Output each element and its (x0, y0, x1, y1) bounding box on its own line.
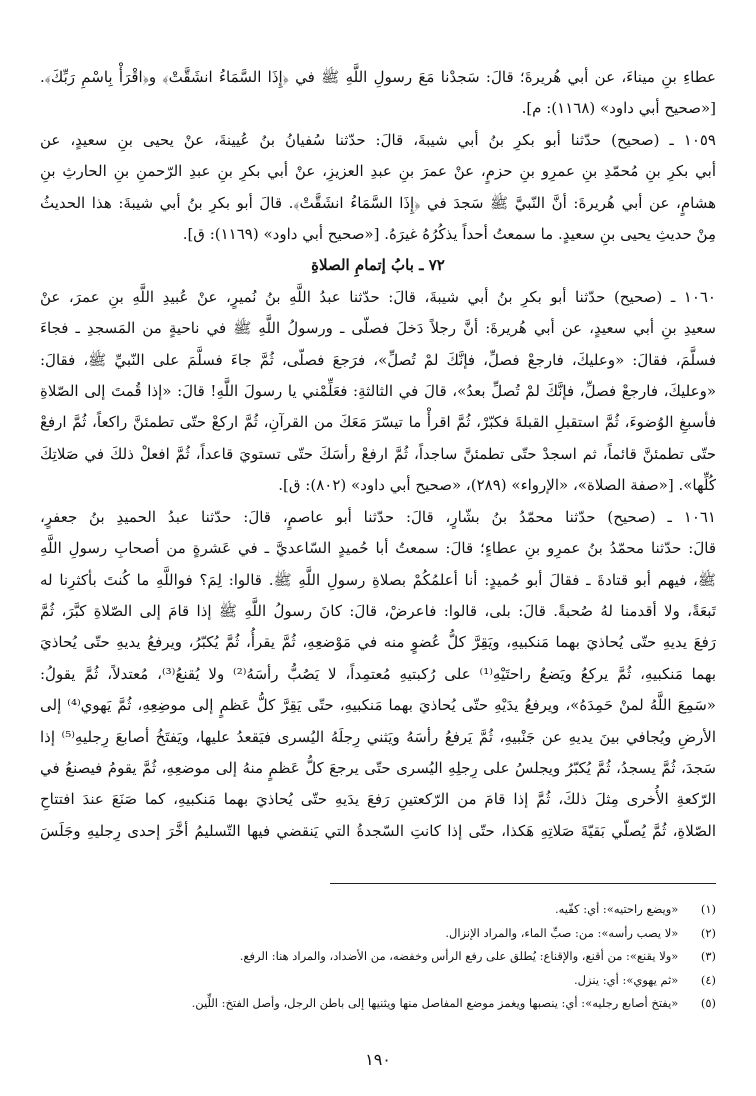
text-line: بهما مَنكبيهِ، ثُمَّ يركعُ ويَضعُ راحتَيْهِ⁽¹⁾ على رُكبتيهِ مُعتمِداً، لا يَصُبُّ رأسَهُ⁽²⁾ ولا يُقنعُ⁽³⁾، مُعتدلاً، ثُمَّ يقولُ: (40, 664, 716, 683)
footnote (40, 969, 716, 993)
text-line: مِنْ حديثِ يحيى بنِ سعيدٍ. ما سمعتُ أحداً يذكُرُهُ غيرَهُ. [«صحيح أبي داود» (١١٦٩): ق]. (182, 225, 716, 244)
footnote-number: (٥) (700, 996, 716, 1010)
footnote-text: «لا يصب رأسه»: من: صبِّ الماء، والمراد الإنزال. (445, 925, 679, 940)
footnote (40, 922, 716, 946)
text-line: سعيدِ بنِ أبي سعيدٍ، عن أبي هُريرةَ: أنَّ رجلاً دَخلَ فصلّى ـ ورسولُ اللَّهِ ﷺ في ناحيةٍ من المَسجدِ ـ فجاءَ (40, 319, 716, 338)
text-line: «سَمِعَ اللَّهُ لمنْ حَمِدَهُ»، ويرفعُ يدَيْهِ حتّى يُحاذيَ بهما مَنكبيهِ، حتّى يَقِرَّ كلُّ عَظمٍ إلى موضِعِهِ، ثُمَّ يَهوي⁽⁴⁾ إلى (40, 696, 716, 715)
text-line: ﷺ، فيهم أبو قتادةَ ـ فقالَ أبو حُميدٍ: أنا أعلمُكُمْ بصلاةِ رسولِ اللَّهِ ﷺ. قالوا: لِمَ؟ فواللَّهِ ما كُنتَ بأكثرِنا له (40, 570, 716, 589)
text-line: الرّكعةِ الأُخرى مِثلَ ذلكَ، ثُمَّ إذا قامَ من الرّكعتينِ رَفعَ يدَيهِ حتّى يُحاذيَ بهما مَنكبيهِ، كما صَنَعَ عندَ افتتاحِ (40, 790, 716, 809)
hadith-1061-start: ١٠٦١ ـ (صحيح) حدّثنا محمّدُ بنُ بشّارٍ، قالَ: حدّثنا أبو عاصمٍ، قالَ: حدّثنا عبدُ الحميدِ بنُ جعفرٍ، (40, 507, 716, 526)
footnote-text: «ولا يقنع»: من أقنع، والإقناع: يُطلق على رفع الرأس وخفضه، من الأضداد، والمراد هنا: الرفع. (239, 949, 679, 963)
text-line: أبي بكرِ بنِ مُحمّدِ بنِ عمرِو بنِ حزمٍ، عنْ عمرَ بنِ عبدِ العزيزِ، عنْ أبي بكرِ بنِ عبدِ الرّحمنِ بنِ الحارثِ بنِ (40, 162, 716, 181)
text-line: تَبعَةً، ولا أقدمنا لهُ صُحبةً. قالَ: بلى، قالوا: فاعرضْ، قالَ: كانَ رسولُ اللَّهِ ﷺ إذا قامَ إلى الصّلاةِ كبَّرَ، ثُمَّ (40, 601, 716, 620)
text-line: «وعليكَ، فارجعْ فصلِّ، فإنَّكَ لمْ تُصلِّ بعدُ»، قالَ في الثالثةِ: فعَلِّمْني يا رسولَ اللَّهِ! قالَ: «إذا قُمتَ إلى الصّلاةِ (40, 382, 716, 401)
hadith-1059-start: ١٠٥٩ ـ (صحيح) حدّثنا أبو بكرِ بنُ أبي شيبةَ، قالَ: حدّثنا سُفيانُ بنُ عُيينةَ، عنْ يحيى بنِ سعيدٍ، عن (40, 130, 716, 149)
text-line: فسلَّمَ، فقالَ: «وعليكَ، فارجعْ فصلِّ، فإنَّكَ لمْ تُصلِّ»، فرَجعَ فصلّى، ثُمَّ جاءَ فسلَّمَ على النّبيِّ ﷺ، فقالَ: (40, 350, 716, 369)
footnotes (40, 898, 716, 1016)
footnote (40, 992, 716, 1016)
chapter-heading: ٧٢ ـ بابُ إتمامِ الصلاةِ (311, 256, 445, 275)
page-number: ١٩٠ (365, 1050, 391, 1069)
footnote-text: «يفتخ أصابع رجليه»: أي: ينصبها ويغمز موضع المفاصل منها ويثنيها إلى باطن الرجل، وأصل الفتخ: اللِّين. (191, 996, 679, 1010)
footnote-text: «ويضع راحتيه»: أي: كفّيه. (554, 902, 679, 916)
text-line: سَجدَ، ثُمَّ يسجدُ، ثُمَّ يُكبّرُ ويجلسُ على رِجلِهِ اليُسرى حتّى يرجعَ كلُّ عَظمٍ منهُ إلى موضعِهِ، ثُمَّ يقومُ فيصنعُ في (40, 758, 716, 777)
footnote-number: (٤) (700, 972, 716, 987)
main-text (40, 62, 716, 847)
hadith-1060-start: ١٠٦٠ ـ (صحيح) حدّثنا أبو بكرِ بنُ أبي شيبةَ، قالَ: حدّثنا عبدُ اللَّهِ بنُ نُميرٍ، عنْ عُبيدِ اللَّهِ بنِ عمرَ، عنْ (40, 287, 716, 306)
text-line: فأسبغِ الوُضوءَ، ثُمَّ استقبلِ القبلةَ فكبّرْ، ثُمَّ اقرأْ ما تيسّرَ مَعَكَ من القرآنِ، ثُمَّ اركعْ حتّى تطمئنَّ راكعاً، ثُمَّ ارفعْ (40, 413, 716, 432)
text-line: عطاءِ بنِ ميناءَ، عن أبي هُريرةَ؛ قالَ: سَجدْنا مَعَ رسولِ اللَّهِ ﷺ في ﴿إِذَا السَّمَاءُ انشَقَّتْ﴾ و﴿اقْرَأْ بِاسْمِ رَبِّكَ﴾. (40, 68, 716, 86)
text-line: [«صحيح أبي داود» (١١٦٨): م]. (521, 99, 716, 118)
footnote-number: (١) (700, 902, 716, 916)
text-line: كُلِّها». [«صفة الصلاة»، «الإرواء» (٢٨٩)، «صحيح أبي داود» (٨٠٢): ق]. (278, 476, 716, 495)
footnote (40, 945, 716, 969)
footnote-number: (٣) (700, 949, 716, 963)
footnote-divider (330, 883, 716, 884)
footnote (40, 898, 716, 922)
footnote-number: (٢) (700, 925, 716, 940)
text-line: قالَ: حدّثنا محمّدُ بنُ عمرِو بنِ عطاءٍ؛ قالَ: سمعتُ أبا حُميدٍ السّاعديَّ ـ في عَشرةٍ من أصحابِ رسولِ اللَّهِ (40, 539, 716, 558)
text-line: الصّلاةِ، ثُمَّ يُصلّي بَقيّةَ صَلاتِهِ هَكذا، حتّى إذا كانتِ السّجدةُ التي يَنقضي فيها التّسليمُ أخَّرَ إحدى رِجليهِ وجَلَسَ (40, 821, 716, 840)
footnote-text: «ثم يهوي»: أي: ينزل. (574, 972, 679, 987)
text-line: رَفعَ يديهِ حتّى يُحاذيَ بهما مَنكبيهِ، ويَقِرَّ كلُّ عُضوٍ منه في مَوْضعِهِ، ثُمَّ يقرأُ، ثُمَّ يُكبّرُ، ويرفعُ يديهِ حتّى يُحاذيَ (40, 633, 716, 652)
text-line: هشامٍ، عن أبي هُريرةَ: أنَّ النّبيَّ ﷺ سَجدَ في ﴿إِذَا السَّمَاءُ انشَقَّتْ﴾. قالَ أبو بكرِ بنُ أبي شيبةَ: هذا الحديثُ (40, 193, 716, 212)
text-line: حتّى تطمئنَّ قائماً، ثم اسجدْ حتّى تطمئنَّ ساجداً، ثُمَّ ارفعْ رأسَكَ حتّى تستويَ قاعداً، ثُمَّ افعلْ ذلكَ في صَلاتِكَ (40, 444, 716, 463)
text-line: الأرضِ ويُجافي بينَ يديهِ عن جَنْبيهِ، ثُمَّ يَرفعُ رأسَهُ ويَثني رِجلَهُ اليُسرى فيَقعدُ عليها، ويَفتَخُ أصابعَ رِجليهِ⁽⁵⁾ إذا (40, 727, 716, 746)
